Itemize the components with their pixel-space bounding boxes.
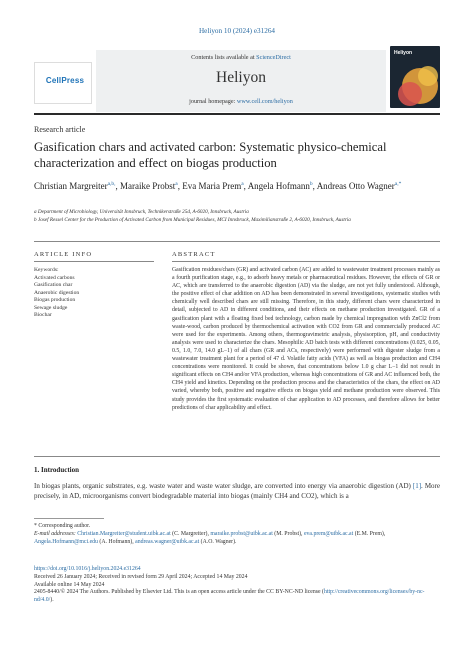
intro-text-b: . More precisely, in AD, microorganisms convert biodegradable material into biogas (mainly CH4 and CO2), which is a (34, 482, 440, 500)
section-rule (34, 241, 440, 242)
email-link[interactable]: Angela.Hofmann@mci.edu (34, 538, 98, 545)
intro-text (34, 481, 440, 501)
reference-link[interactable]: [1] (412, 482, 422, 490)
email-owner: (M. Probst), (272, 530, 304, 537)
affiliation-b: b Josef Ressel Center for the Production of Activated Carbon from Municipal Residues, MCI Innsbruck, Maximilianstraße 2, A-6020, Innsbruck, Austria (34, 217, 351, 223)
received-dates: Received 26 January 2024; Received in revised form 29 April 2024; Accepted 14 May 2024 (34, 573, 248, 580)
contents-line (96, 54, 386, 61)
publication-info (34, 566, 440, 605)
article-info-rule (34, 261, 154, 262)
corresponding-author: * Corresponding author. (34, 523, 91, 529)
contents-prefix: Contents lists available at (191, 54, 257, 61)
author-name[interactable]: Christian Margreiter (34, 181, 108, 191)
article-type: Research article (34, 125, 86, 134)
cover-artwork (390, 46, 440, 108)
author-affil: a,b, (107, 181, 116, 187)
email-label: E-mail addresses: (34, 530, 78, 537)
email-owner: (E.M. Prem), (354, 530, 386, 537)
available-online: Available online 14 May 2024 (34, 581, 105, 588)
abstract-end-rule (34, 456, 440, 457)
license-text: 2405-8440/© 2024 The Authors. Published by Elsevier Ltd. This is an open access article under the CC BY-NC-ND license ( (34, 589, 324, 596)
homepage-line (96, 98, 386, 105)
journal-name: Heliyon (216, 69, 266, 86)
license-link[interactable]: http://creativecommons.org/licenses/by-nc-nd/4.0/ (34, 589, 425, 604)
footnote-rule (34, 518, 104, 519)
author-list: Christian Margreiter$^{a,b,}$, Maraike Probst$^a$, Eva Maria Prem$^a$, Angela Hofmann$^b$, Andreas Otto Wagner$^{a,*}$ (34, 181, 402, 191)
header-rule (34, 113, 440, 115)
email-owner: (C. Margreiter), (170, 530, 211, 537)
keyword: Anaerobic digestion (34, 289, 80, 296)
email-link[interactable]: maraike.probst@uibk.ac.at (210, 530, 273, 537)
keyword: Sewage sludge (34, 304, 68, 311)
keyword: Activated carbons (34, 274, 75, 281)
keyword: Gasification char (34, 282, 73, 288)
keyword: Biogas production (34, 297, 76, 303)
journal-homepage-link[interactable]: www.cell.com/heliyon (236, 98, 293, 105)
email-owner: (A.O. Wagner). (199, 538, 237, 545)
homepage-prefix: journal homepage: (189, 98, 237, 105)
affiliation-a: a Department of Microbiology, Universität Innsbruck, Technikerstraße 25d, A-6020, Innsbruck, Austria (34, 209, 249, 215)
journal-citation: Heliyon 10 (2024) e31264 (198, 27, 276, 35)
sciencedirect-link[interactable]: ScienceDirect (256, 54, 291, 61)
keyword: Biochar (34, 312, 52, 318)
cover-title: Heliyon (394, 50, 413, 56)
keywords-label: Keywords: (34, 267, 59, 273)
author-name[interactable]: Angela Hofmann (247, 181, 310, 191)
abstract-rule (172, 261, 440, 262)
journal-header-panel (96, 50, 386, 112)
journal-cover-image[interactable] (390, 46, 440, 108)
author-affil: b (309, 181, 313, 187)
intro-heading: 1. Introduction (34, 466, 79, 474)
email-owner: (A. Hofmann), (97, 538, 136, 545)
author-name[interactable]: Andreas Otto Wagner (316, 181, 395, 191)
footnote (34, 523, 440, 546)
article-info-heading: ARTICLE INFO (34, 251, 93, 258)
license-statement (34, 589, 440, 605)
email-link[interactable]: andreas.wagner@uibk.ac.at (135, 538, 200, 545)
author-name[interactable]: Maraike Probst (120, 181, 176, 191)
intro-text-a: In biogas plants, organic substrates, e.g. waste water and waste water sludge, are converted into energy via anaerobic digestion (AD) (34, 482, 413, 490)
publisher-logo-text: CellPress (45, 76, 85, 85)
article-title: Gasification chars and activated carbon: Systematic physico-chemical characterization and effect on biogas production (34, 140, 387, 170)
keywords-block (34, 267, 154, 320)
affiliations (34, 208, 444, 224)
abstract-heading: ABSTRACT (172, 251, 216, 258)
author-affil: a,* (394, 181, 402, 187)
abstract-text: Gasification residues/chars (GR) and activated carbon (AC) are added to wastewater treatment processes mainly as a fourth purification stage, e.g., to adsorb heavy metals or pharmaceutical residues. However, the effects of GR or AC, which are transferred to the anaerobic digestion (AD) via the sludge, are not yet fully understood. Although, the positive effect of char addition on AD has been demonstrated in several investigations, systematic studies with chemically well described chars are still missing. Therefore, in this study, different chars were characterized in detail, subjected to AD in different conditions, and their effects on methane production investigated. GR of a gasification plant with a floating fixed bed technology, carbon made by chemical impregnation with ZnCl2 from waste-wood, carbon produced by thermochemical activation with CO2 from GR and commercially produced AC were used for the experiments. Among others, thermogravimetric analysis, physisorption, pH, and conductivity analysis were used to characterize the chars. Mesophilic AD batch tests with different concentrations (0.025, 0.05, 0.5, 1.0, 7.0, 14.0 gL−1) of all chars (GR and ACs, respectively) were performed with digester sludge from a wastewater treatment plant for a period of 47 d. Volatile fatty acids (VFA) as well as biogas production and CH4 concentrations were monitored. It could be shown, that concentrations below 1.0 g char L−1 did not result in significant effects on CH4 and/or VFA production, whereas high concentrations of GR and AC influenced both, the CH4 yield and kinetics. Depending on the production process and the characteristics of the chars, the effect on AD varied, whereby both, positive and negative effects on biogas yield and methane production were observed. This study provides the first systematic evaluation of char application to AD processes, and therefore allows for better predictions of char applicability and effect. (172, 267, 440, 411)
doi-link[interactable]: https://doi.org/10.1016/j.heliyon.2024.e31264 (34, 566, 141, 572)
author-affil: a (175, 181, 178, 187)
author-affil: a (241, 181, 244, 187)
email-link[interactable]: eva.prem@uibk.ac.at (303, 530, 354, 537)
author-name[interactable]: Eva Maria Prem (182, 181, 242, 191)
email-link[interactable]: Christian.Margreiter@student.uibk.ac.at (77, 530, 171, 537)
publisher-logo[interactable] (34, 62, 92, 104)
license-end: ). (50, 597, 54, 604)
email-addresses (34, 531, 440, 547)
